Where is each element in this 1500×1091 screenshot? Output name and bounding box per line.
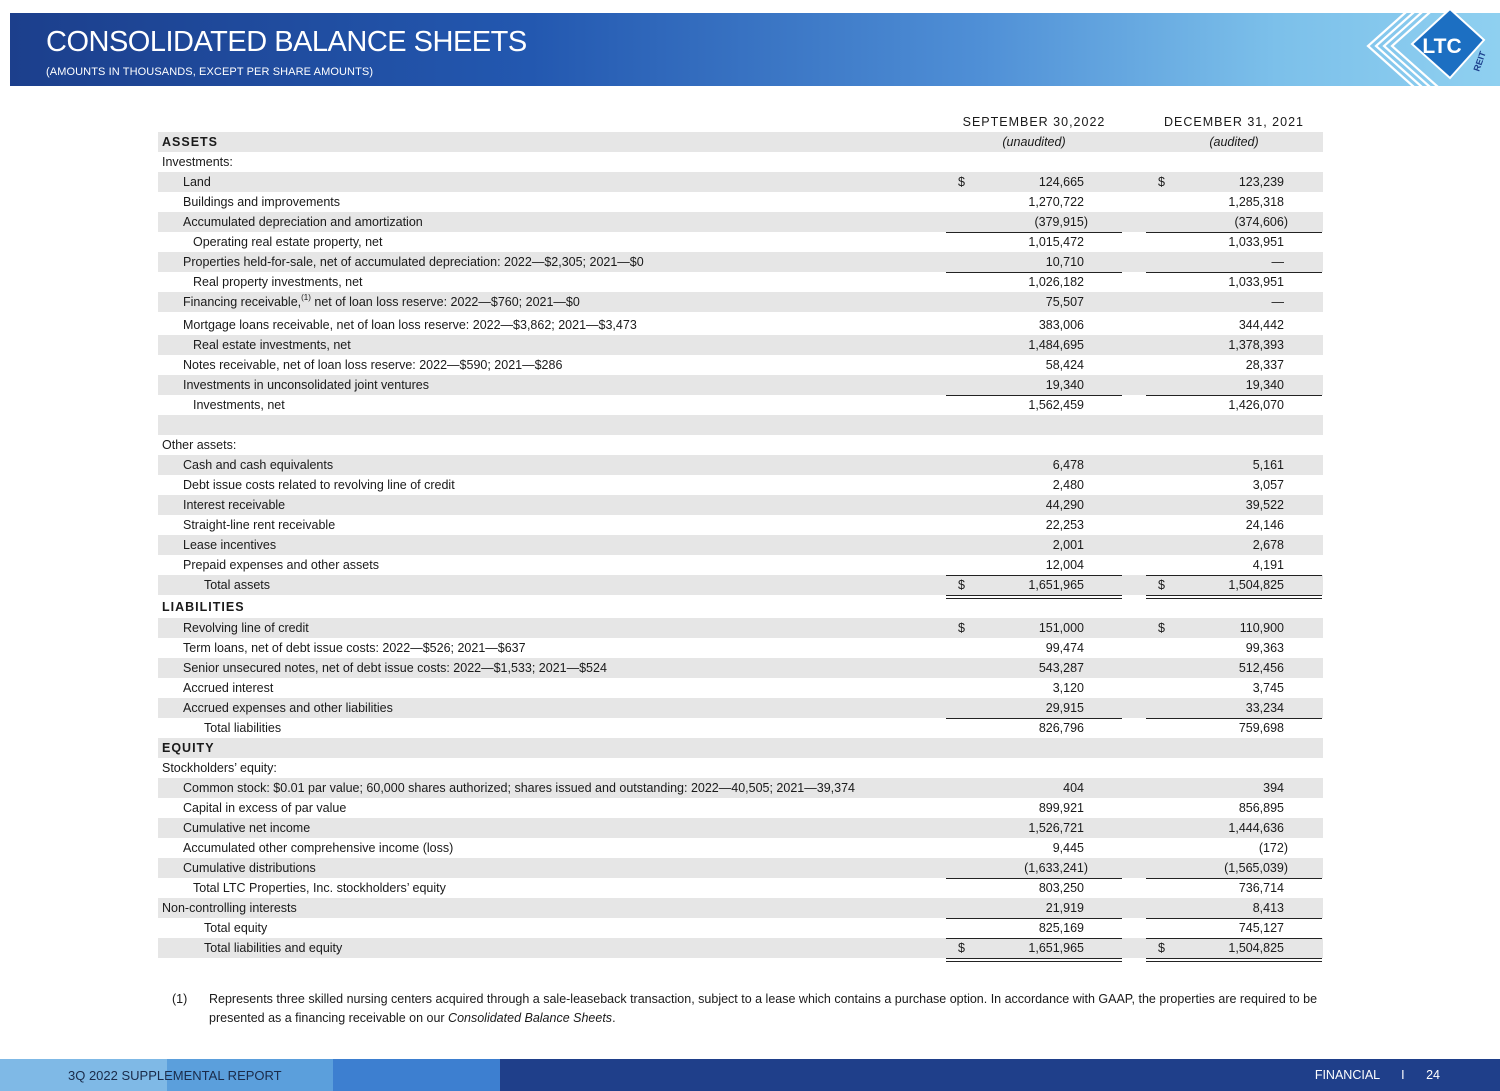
value-prior: 33,234 bbox=[1245, 701, 1284, 715]
table-row bbox=[158, 555, 1323, 575]
table-row bbox=[158, 818, 1323, 838]
table-row bbox=[158, 678, 1323, 698]
value-prior: 1,378,393 bbox=[1228, 338, 1284, 352]
table-row bbox=[158, 858, 1323, 878]
section-heading bbox=[158, 597, 1323, 617]
footnote-reference: (1) bbox=[301, 293, 311, 302]
currency-symbol-prior: $ bbox=[1158, 175, 1165, 189]
column-note-current: (unaudited) bbox=[1002, 135, 1066, 149]
value-current: 1,651,965 bbox=[1028, 578, 1084, 592]
value-prior: 1,285,318 bbox=[1228, 195, 1284, 209]
table-row bbox=[158, 758, 1323, 778]
value-prior: 1,426,070 bbox=[1228, 398, 1284, 412]
column-header-prior: DECEMBER 31, 2021 bbox=[1146, 112, 1322, 133]
value-prior: 344,442 bbox=[1238, 318, 1284, 332]
table-row bbox=[158, 918, 1323, 938]
row-label: Term loans, net of debt issue costs: 2022—$526; 2021—$637 bbox=[183, 641, 526, 655]
row-label: ASSETS bbox=[162, 135, 219, 149]
row-label: Debt issue costs related to revolving line of credit bbox=[183, 478, 455, 492]
total-rule bbox=[1146, 938, 1322, 939]
value-current: 99,474 bbox=[1045, 641, 1084, 655]
value-current: 825,169 bbox=[1038, 921, 1084, 935]
table-row bbox=[158, 718, 1323, 738]
value-prior: — bbox=[1271, 295, 1284, 309]
value-current: (379,915) bbox=[1034, 215, 1088, 229]
value-prior: 3,745 bbox=[1252, 681, 1284, 695]
value-prior: 1,444,636 bbox=[1228, 821, 1284, 835]
footer-report-title: 3Q 2022 SUPPLEMENTAL REPORT bbox=[68, 1068, 282, 1083]
value-prior: 1,504,825 bbox=[1228, 578, 1284, 592]
value-current: 22,253 bbox=[1045, 518, 1084, 532]
value-current: 899,921 bbox=[1038, 801, 1084, 815]
table-row bbox=[158, 495, 1323, 515]
row-label: Financing receivable,$^{(1)}$ net of loan loss reserve: 2022—$760; 2021—$0 bbox=[183, 293, 580, 309]
value-prior: 8,413 bbox=[1252, 901, 1284, 915]
value-current: 1,484,695 bbox=[1028, 338, 1084, 352]
underline bbox=[1146, 595, 1322, 596]
double-underline bbox=[1146, 961, 1322, 962]
table-row bbox=[158, 355, 1323, 375]
column-note-prior: (audited) bbox=[1209, 135, 1259, 149]
row-label: Accumulated depreciation and amortization bbox=[183, 215, 423, 229]
row-label: Lease incentives bbox=[183, 538, 277, 552]
row-label: Non-controlling interests bbox=[162, 901, 297, 915]
value-prior: 4,191 bbox=[1252, 558, 1284, 572]
row-label: Accumulated other comprehensive income (loss) bbox=[183, 841, 454, 855]
table-row bbox=[158, 938, 1323, 958]
table-row bbox=[158, 778, 1323, 798]
table-row bbox=[158, 415, 1323, 435]
value-prior: (172) bbox=[1258, 841, 1288, 855]
double-underline bbox=[946, 961, 1122, 962]
page-title: CONSOLIDATED BALANCE SHEETS bbox=[46, 26, 527, 58]
row-label: EQUITY bbox=[162, 741, 215, 755]
page-footer bbox=[0, 1059, 1500, 1091]
row-label: Properties held-for-sale, net of accumulated depreciation: 2022—$2,305; 2021—$0 bbox=[183, 255, 644, 269]
table-row bbox=[158, 212, 1323, 232]
row-label: Cash and cash equivalents bbox=[183, 458, 334, 472]
value-current: 2,001 bbox=[1052, 538, 1084, 552]
table-row bbox=[158, 335, 1323, 355]
currency-symbol-current: $ bbox=[958, 175, 965, 189]
table-row bbox=[158, 192, 1323, 212]
table-row bbox=[158, 292, 1323, 312]
value-current: 1,015,472 bbox=[1028, 235, 1084, 249]
row-label: Total equity bbox=[204, 921, 268, 935]
row-label: Mortgage loans receivable, net of loan loss reserve: 2022—$3,862; 2021—$3,473 bbox=[183, 318, 637, 332]
value-current: 1,562,459 bbox=[1028, 398, 1084, 412]
value-prior: 123,239 bbox=[1238, 175, 1284, 189]
page-number: 24 bbox=[1426, 1068, 1440, 1082]
value-prior: 5,161 bbox=[1252, 458, 1284, 472]
row-label: Accrued expenses and other liabilities bbox=[183, 701, 393, 715]
column-header-current: SEPTEMBER 30,2022 bbox=[946, 112, 1122, 133]
table-row bbox=[158, 272, 1323, 292]
row-label: Investments, net bbox=[193, 398, 285, 412]
table-row bbox=[158, 252, 1323, 272]
table-row bbox=[158, 395, 1323, 415]
footnote-marker: (1) bbox=[172, 992, 188, 1006]
value-current: 543,287 bbox=[1038, 661, 1084, 675]
table-row bbox=[158, 618, 1323, 638]
value-current: 6,478 bbox=[1052, 458, 1084, 472]
currency-symbol-current: $ bbox=[958, 941, 965, 955]
table-row bbox=[158, 838, 1323, 858]
value-prior: 19,340 bbox=[1245, 378, 1284, 392]
row-label: Capital in excess of par value bbox=[183, 801, 347, 815]
underline bbox=[946, 595, 1122, 596]
row-label: Revolving line of credit bbox=[183, 621, 309, 635]
currency-symbol-prior: $ bbox=[1158, 578, 1165, 592]
currency-symbol-current: $ bbox=[958, 578, 965, 592]
value-current: 19,340 bbox=[1045, 378, 1084, 392]
table-row bbox=[158, 315, 1323, 335]
value-prior: 99,363 bbox=[1245, 641, 1284, 655]
value-current: 21,919 bbox=[1045, 901, 1084, 915]
row-label: Land bbox=[183, 175, 211, 189]
value-current: 3,120 bbox=[1052, 681, 1084, 695]
value-current: 803,250 bbox=[1038, 881, 1084, 895]
row-label: Prepaid expenses and other assets bbox=[183, 558, 379, 572]
table-row bbox=[158, 375, 1323, 395]
total-rule bbox=[946, 938, 1122, 939]
row-label: Operating real estate property, net bbox=[193, 235, 383, 249]
table-row bbox=[158, 898, 1323, 918]
value-current: 1,270,722 bbox=[1028, 195, 1084, 209]
row-label: Buildings and improvements bbox=[183, 195, 341, 209]
value-prior: 110,900 bbox=[1239, 621, 1284, 635]
value-prior: 3,057 bbox=[1252, 478, 1284, 492]
value-prior: 28,337 bbox=[1245, 358, 1284, 372]
value-prior: 39,522 bbox=[1245, 498, 1284, 512]
table-row bbox=[158, 575, 1323, 595]
value-prior: 759,698 bbox=[1238, 721, 1284, 735]
value-current: 58,424 bbox=[1045, 358, 1084, 372]
table-row bbox=[158, 658, 1323, 678]
table-row bbox=[158, 638, 1323, 658]
footnote-text: Represents three skilled nursing centers acquired through a sale-leaseback transaction, subject to a lease which contains a purchase option. In accordance with GAAP, the properties are required to be presented as a financing receivable on our Consolidated Balance Sheets. bbox=[209, 992, 1318, 1025]
row-label: Notes receivable, net of loan loss reserve: 2022—$590; 2021—$286 bbox=[183, 358, 563, 372]
row-label: Common stock: $0.01 par value; 60,000 shares authorized; shares issued and outstanding: 2022—40,505; 2021—39,374 bbox=[183, 781, 855, 795]
table-row bbox=[158, 435, 1323, 455]
value-prior: 2,678 bbox=[1252, 538, 1284, 552]
table-row bbox=[158, 152, 1323, 172]
value-prior: 394 bbox=[1263, 781, 1284, 795]
table-row bbox=[158, 878, 1323, 898]
row-label: Cumulative net income bbox=[183, 821, 311, 835]
row-label: Investments: bbox=[162, 155, 233, 169]
row-label: Total liabilities and equity bbox=[204, 941, 343, 955]
row-label: Total liabilities bbox=[204, 721, 282, 735]
value-current: 1,526,721 bbox=[1028, 821, 1084, 835]
row-label: Total LTC Properties, Inc. stockholders’ equity bbox=[193, 881, 446, 895]
value-current: (1,633,241) bbox=[1024, 861, 1088, 875]
value-current: 44,290 bbox=[1045, 498, 1084, 512]
footer-section: FINANCIAL bbox=[1314, 1068, 1380, 1082]
table-row bbox=[158, 798, 1323, 818]
value-current: 2,480 bbox=[1052, 478, 1084, 492]
footer-separator: I bbox=[1401, 1068, 1405, 1082]
total-rule bbox=[946, 575, 1122, 576]
row-label: Stockholders’ equity: bbox=[162, 761, 277, 775]
value-current: 29,915 bbox=[1045, 701, 1084, 715]
value-prior: 1,033,951 bbox=[1228, 275, 1284, 289]
svg-text:LTC: LTC bbox=[1422, 35, 1462, 58]
row-label: Other assets: bbox=[162, 438, 237, 452]
table-row bbox=[158, 475, 1323, 495]
row-label: Total assets bbox=[204, 578, 271, 592]
page-subtitle: (AMOUNTS IN THOUSANDS, EXCEPT PER SHARE AMOUNTS) bbox=[46, 66, 374, 78]
value-current: 124,665 bbox=[1038, 175, 1084, 189]
value-current: 1,026,182 bbox=[1028, 275, 1084, 289]
table-row bbox=[158, 455, 1323, 475]
value-current: 826,796 bbox=[1038, 721, 1084, 735]
row-label: Cumulative distributions bbox=[183, 861, 316, 875]
value-current: 1,651,965 bbox=[1028, 941, 1084, 955]
value-prior: — bbox=[1271, 255, 1284, 269]
svg-text:REIT: REIT bbox=[1471, 49, 1488, 73]
currency-symbol-current: $ bbox=[958, 621, 965, 635]
row-label: LIABILITIES bbox=[162, 600, 245, 614]
value-prior: 512,456 bbox=[1238, 661, 1284, 675]
value-prior: 736,714 bbox=[1238, 881, 1284, 895]
total-rule bbox=[1146, 575, 1322, 576]
row-label: Straight-line rent receivable bbox=[183, 518, 336, 532]
section-heading bbox=[158, 738, 1323, 758]
row-label: Real estate investments, net bbox=[193, 338, 351, 352]
table-row bbox=[158, 232, 1323, 252]
value-current: 151,000 bbox=[1038, 621, 1084, 635]
table-row bbox=[158, 535, 1323, 555]
row-label: Investments in unconsolidated joint ventures bbox=[183, 378, 429, 392]
row-label: Interest receivable bbox=[183, 498, 286, 512]
value-current: 12,004 bbox=[1045, 558, 1084, 572]
value-current: 404 bbox=[1063, 781, 1084, 795]
currency-symbol-prior: $ bbox=[1158, 941, 1165, 955]
value-prior: 745,127 bbox=[1238, 921, 1284, 935]
footer-page-info bbox=[1297, 1068, 1440, 1082]
row-label: Real property investments, net bbox=[193, 275, 363, 289]
value-prior: 1,033,951 bbox=[1228, 235, 1284, 249]
value-current: 10,710 bbox=[1045, 255, 1084, 269]
ltc-reit-logo bbox=[1352, 0, 1492, 90]
table-row bbox=[158, 172, 1323, 192]
table-row bbox=[158, 698, 1323, 718]
row-label: Accrued interest bbox=[183, 681, 274, 695]
underline bbox=[1146, 958, 1322, 959]
header-banner bbox=[10, 13, 1500, 86]
section-heading bbox=[158, 132, 1323, 152]
value-prior: (1,565,039) bbox=[1224, 861, 1288, 875]
row-label: Senior unsecured notes, net of debt issue costs: 2022—$1,533; 2021—$524 bbox=[183, 661, 607, 675]
value-current: 383,006 bbox=[1038, 318, 1084, 332]
value-prior: 24,146 bbox=[1245, 518, 1284, 532]
value-prior: 856,895 bbox=[1238, 801, 1284, 815]
value-current: 75,507 bbox=[1045, 295, 1084, 309]
underline bbox=[946, 958, 1122, 959]
table-row bbox=[158, 515, 1323, 535]
value-prior: (374,606) bbox=[1234, 215, 1288, 229]
value-current: 9,445 bbox=[1052, 841, 1084, 855]
value-prior: 1,504,825 bbox=[1228, 941, 1284, 955]
currency-symbol-prior: $ bbox=[1158, 621, 1165, 635]
